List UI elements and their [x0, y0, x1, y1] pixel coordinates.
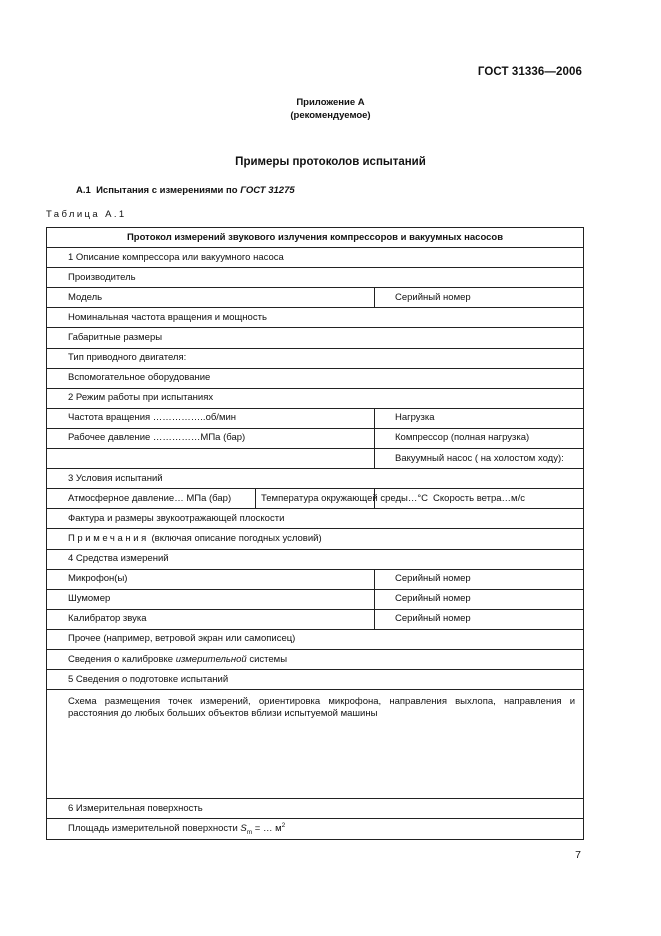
- empty-cell: [47, 449, 375, 469]
- document-code: ГОСТ 31336—2006: [477, 66, 582, 78]
- surface-area-symbol: S: [240, 823, 247, 835]
- annex-status: (рекомендуемое): [290, 110, 371, 121]
- table-row: [47, 469, 584, 489]
- note-rest: (включая описание погодных условий): [148, 532, 322, 544]
- table-row: [47, 509, 584, 529]
- ambient-temp-cell: Температура окружающей среды…°С: [256, 489, 375, 509]
- section-1-heading: 1 Описание компрессора или вакуумного насоса: [47, 248, 584, 268]
- section-title: Примеры протоколов испытаний: [235, 156, 426, 168]
- table-row: [47, 690, 584, 799]
- surface-area-cell: [47, 819, 584, 840]
- table-row: [47, 799, 584, 819]
- calibration-info-cell: [47, 649, 584, 669]
- page-number: 7: [575, 849, 581, 861]
- wind-speed-cell: Скорость ветра…м/с: [375, 489, 584, 509]
- section-3-heading: 3 Условия испытаний: [47, 469, 584, 489]
- atm-pressure-cell: Атмосферное давление… МПа (бар): [47, 489, 256, 509]
- table-row: [47, 549, 584, 569]
- dimensions-cell: Габаритные размеры: [47, 328, 584, 348]
- table-row: [47, 228, 584, 248]
- table-row: [47, 388, 584, 408]
- vacuum-pump-idle-cell: Вакуумный насос ( на холостом ходу):: [375, 449, 584, 469]
- surface-area-superscript: 2: [281, 822, 286, 830]
- note-cell: [47, 529, 584, 549]
- table-row: [47, 368, 584, 388]
- rotation-speed-cell: Частота вращения ……………..об/мин: [47, 408, 375, 428]
- calibration-italic: измерительной: [175, 653, 247, 665]
- microphones-cell: Микрофон(ы): [47, 569, 375, 589]
- table-row: [47, 609, 584, 629]
- reflecting-plane-cell: Фактура и размеры звукоотражающей плоскости: [47, 509, 584, 529]
- table-row: [47, 670, 584, 690]
- table-row: [47, 629, 584, 649]
- serial-number-cell: Серийный номер: [375, 589, 584, 609]
- sound-level-meter-cell: Шумомер: [47, 589, 375, 609]
- model-cell: Модель: [47, 288, 375, 308]
- calibration-prefix: Сведения о калибровке: [68, 653, 176, 665]
- table-row: [47, 328, 584, 348]
- section-2-heading: 2 Режим работы при испытаниях: [47, 388, 584, 408]
- aux-equipment-cell: Вспомогательное оборудование: [47, 368, 584, 388]
- annex-title: Приложение А: [296, 97, 365, 108]
- table-row: [47, 649, 584, 669]
- table-row: [47, 428, 584, 448]
- table-label: Таблица А.1: [46, 209, 127, 220]
- table-header: Протокол измерений звукового излучения компрессоров и вакуумных насосов: [47, 228, 584, 248]
- table-row: [47, 819, 584, 840]
- other-equipment-cell: Прочее (например, ветровой экран или самописец): [47, 629, 584, 649]
- standard-reference: ГОСТ 31275: [240, 185, 295, 196]
- table-row: [47, 489, 584, 509]
- serial-number-cell: Серийный номер: [375, 569, 584, 589]
- surface-area-suffix: = … м: [252, 823, 282, 835]
- table-row: [47, 589, 584, 609]
- subsection-heading: [76, 185, 295, 196]
- table-row: [47, 348, 584, 368]
- rated-speed-power-cell: Номинальная частота вращения и мощность: [47, 308, 584, 328]
- working-pressure-cell: Рабочее давление ……………МПа (бар): [47, 428, 375, 448]
- table-row: [47, 308, 584, 328]
- layout-scheme-cell: Схема размещения точек измерений, ориентировка микрофона, направления выхлопа, направления и расстояния до любых больших объектов вблизи испытуемой машины: [47, 690, 584, 799]
- table-row: [47, 449, 584, 469]
- table-row: [47, 288, 584, 308]
- section-4-heading: 4 Средства измерений: [47, 549, 584, 569]
- table-row: [47, 268, 584, 288]
- table-row: [47, 248, 584, 268]
- manufacturer-cell: Производитель: [47, 268, 584, 288]
- compressor-full-load-cell: Компрессор (полная нагрузка): [375, 428, 584, 448]
- protocol-table: [46, 227, 584, 840]
- section-5-heading: 5 Сведения о подготовке испытаний: [47, 670, 584, 690]
- subsection-number: А.1: [76, 185, 91, 196]
- surface-area-subscript: m: [246, 829, 253, 837]
- table-row: [47, 408, 584, 428]
- calibration-suffix: системы: [246, 653, 288, 665]
- calibrator-cell: Калибратор звука: [47, 609, 375, 629]
- annex-heading: [0, 96, 661, 122]
- drive-type-cell: Тип приводного двигателя:: [47, 348, 584, 368]
- surface-area-prefix: Площадь измерительной поверхности: [68, 823, 241, 835]
- note-word: Примечания: [68, 532, 149, 544]
- serial-number-cell: Серийный номер: [375, 288, 584, 308]
- serial-number-cell: Серийный номер: [375, 609, 584, 629]
- load-cell: Нагрузка: [375, 408, 584, 428]
- subsection-text: Испытания с измерениями по: [96, 185, 238, 196]
- table-row: [47, 529, 584, 549]
- table-row: [47, 569, 584, 589]
- section-6-heading: 6 Измерительная поверхность: [47, 799, 584, 819]
